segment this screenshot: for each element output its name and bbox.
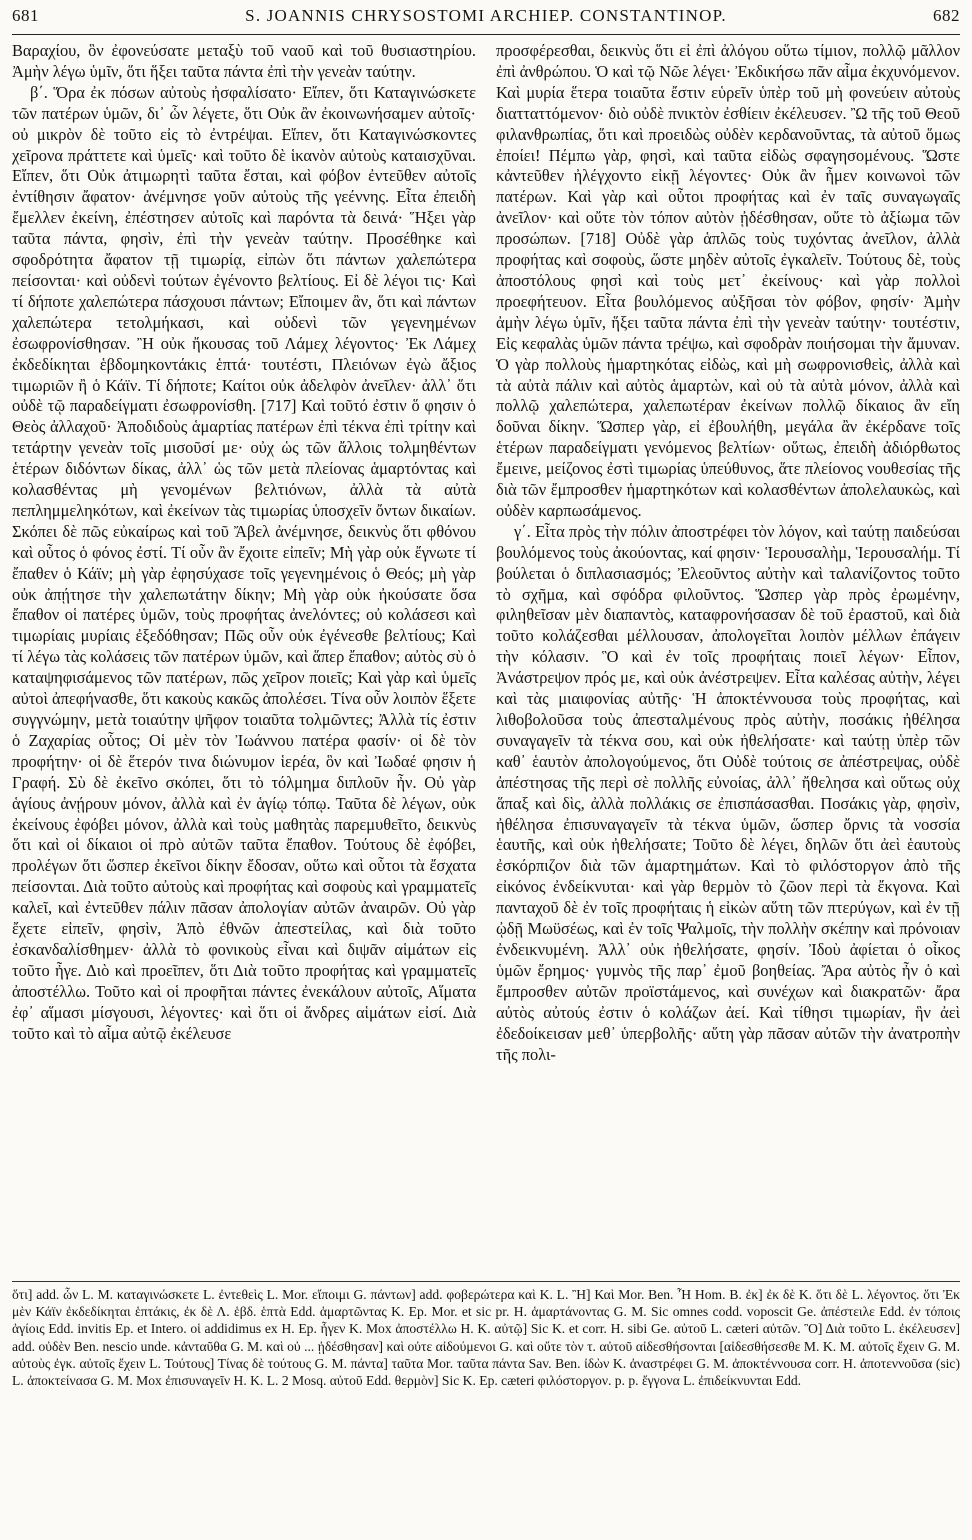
header-rule [12, 34, 960, 35]
paragraph: Βαραχίου, ὃν ἐφονεύσατε μεταξὺ τοῦ ναοῦ καὶ τοῦ θυσιαστηρίου. Ἀμὴν λέγω ὑμῖν, ὅτι ἥξει ταῦτα πάντα ἐπὶ τὴν γενεὰν ταύτην. [12, 41, 476, 81]
page-number-left: 681 [12, 6, 39, 25]
left-column [12, 41, 476, 1273]
right-column [496, 41, 960, 1273]
text-columns [12, 41, 960, 1273]
footnote-rule [12, 1281, 960, 1282]
footnotes: ὅτι] add. ὧν L. M. καταγινώσκετε L. ἐντεθεὶς L. Mor. εἴποιμι G. πάντων] add. φοβερώτερα καὶ K. L. Ἢ] Καὶ Mor. Ben. Ἦ Hom. B. ἐκ] ἐκ δὲ K. ὅτι δὲ L. λέγοντος. ὅτι Ἐκ μὲν Κάϊν ἐκδεδίκηται ἑπτάκις, ἐκ δὲ Λ. ἑβδ. ἑπτὰ Edd. ἁμαρτῶντας K. Ep. Mor. et sic pr. H. ἁμαρτάνοντας G. M. Sic omnes codd. voposcit Ge. ἀπέστειλε Edd. ἐν τόποις ἁγίοις Edd. invitis Ep. et Intero. οἱ addidimus ex H. Ep. ἦγεν K. Mox ἀποστέλλω H. K. αὐτῷ] Sic K. et corr. H. sibi Ge. αὐτοῦ L. cæteri αὐτῶν. Ὃ] Διὰ τοῦτο L. ἐκέλευσεν] add. οὐδὲν Ben. nescio unde. κἀνταῦθα G. M. καὶ οὐ ... ᾐδέσθησαν] καὶ οὐτε αἰδούμενοι G. καὶ οὔτε τὸν τ. αὐτοῦ αἰδεσθήσονται [αἰδεσθήσεσθε M. K. M. αὐτοῖς ἔχειν G. M. αὐτοὺς ἐγκ. αὐτοῖς ἔχειν L. Τούτους] Τίνας δὲ τούτους G. M. πάντα] ταῦτα Mor. ταῦτα πάντα Sav. Ben. ἰδὼν K. ἀναστρέφει G. M. ἀποκτέννουσα corr. H. ἀποτεννοῦσα (sic) L. ἀποκτείνασα G. M. Mox ἐπισυναγεῖν H. K. L. 2 Mosq. αὐτοῦ Edd. θερμὸν] Sic K. Ep. cæteri φιλόστοργον. p. p. ἔγγονα L. ἐπιδείκνυνται Edd. [12, 1287, 960, 1389]
paragraph: γ΄. Εἶτα πρὸς τὴν πόλιν ἀποστρέφει τὸν λόγον, καὶ ταύτῃ παιδεύσαι βουλόμενος τοὺς ἀκούοντας, καί φησιν· Ἱερουσαλὴμ, Ἱερουσαλήμ. Τί βούλεται ὁ διπλασιασμός; Ἐλεοῦντος αὐτὴν καὶ ταλανίζοντος τοῦτο τὸ σχῆμα, καὶ σφόδρα φιλοῦντος. Ὥσπερ γὰρ πρὸς ἐρωμένην, φιληθεῖσαν μὲν διαπαντὸς, καταφρονήσασαν δὲ τοῦ ἐραστοῦ, καὶ διὰ τοῦτο κολάζεσθαι μέλλουσαν, ἀπολογεῖται λοιπὸν μέλλων ἐπάγειν τὴν κόλασιν. Ὃ καὶ ἐν τοῖς προφήταις ποιεῖ λέγων· Εἶπον, Ἀνάστρεψον πρός με, καὶ οὐκ ἀνέστρεψεν. Εἶτα καλέσας αὐτὴν, λέγει καὶ τὰς μιαιφονίας αὐτῆς· Ἡ ἀποκτέννουσα τοὺς προφήτας, καὶ λιθοβολοῦσα τοὺς ἀπεσταλμένους πρὸς αὐτὴν, ποσάκις ἠθέλησα συναγαγεῖν τὰ τέκνα σου, καὶ οὐκ ἠθελήσατε· καὶ ταύτῃ ὑπὲρ τῶν καθ᾽ ἑαυτὸν ἀπολογούμενος, ὅτι Οὐδὲ τούτοις σε ἀπέστρεψας, οὐδὲ ἀπέστησας τῆς περὶ σὲ πολλῆς εὐνοίας, ἀλλ᾽ ἤθελησα καὶ οὕτως οὐχ ἅπαξ καὶ δὶς, ἀλλὰ πολλάκις σε ἐπισπάσασθαι. Ποσάκις γὰρ, φησὶν, ἠθέλησα ἐπισυναγαγεῖν τὰ τέκνα ὑμῶν, ὥσπερ ὄρνις τὰ νοσσία ἑαυτῆς, καὶ οὐκ ἠθελήσατε; Τοῦτο δὲ λέγει, δηλῶν ὅτι ἀεὶ ἑαυτοὺς ἐσκόρπιζον διὰ τῶν ἁμαρτημάτων. Καὶ τὸ φιλόστοργον ἀπὸ τῆς εἰκόνος ἐνδείκνυται· καὶ γὰρ θερμὸν τὸ ζῶον περὶ τὰ ἔκγονα. Καὶ πανταχοῦ δὲ ἐν τοῖς προφήταις ἡ εἰκὼν αὕτη τῶν πτερύγων, καὶ ἐν τῇ ᾠδῇ Μωϋσέως, καὶ ἐν τοῖς Ψαλμοῖς, τὴν πολλὴν σκέπην καὶ πρόνοιαν ἐνδεικνυμένη. Ἀλλ᾽ οὐκ ἠθελήσατε, φησίν. Ἰδοὺ ἀφίεται ὁ οἶκος ὑμῶν ἔρημος· γυμνὸς τῆς παρ᾽ ἐμοῦ βοηθείας. Ἄρα αὐτὸς ἦν ὁ καὶ ἔμπροσθεν αὐτῶν προϊστάμενος, καὶ συνέχων καὶ διακρατῶν· ἄρα αὐτὸς αὐτούς ἐστιν ὁ κολάζων ἀεί. Καὶ τίθησι τιμωρίαν, ἣν ἀεὶ ἐδεδοίκεισαν μεθ᾽ ὑπερβολῆς· αὕτη γὰρ πᾶσαν αὐτῶν τὴν ἀνατροπὴν τῆς πολι- [496, 521, 960, 1064]
paragraph: προσφέρεσθαι, δεικνὺς ὅτι εἰ ἐπὶ ἀλόγου οὕτω τίμιον, πολλῷ μᾶλλον ἐπὶ ἀνθρώπου. Ὁ καὶ τῷ Νῶε λέγει· Ἐκδικήσω πᾶν αἷμα ἐκχυνόμενον. Καὶ μυρία ἕτερα τοιαῦτα ἔστιν εὑρεῖν ὑπὲρ τοῦ μὴ φονεύειν αὐτοὺς διατταττόμενον· διὸ οὐδὲ πνικτὸν ἐσθίειν ἐκέλευσεν. Ὢ τῆς τοῦ Θεοῦ φιλανθρωπίας, ὅτι καὶ προειδὼς οὐδὲν κερδανοῦντας, τὰ αὐτοῦ ὅμως ἐποίει! Πέμπω γὰρ, φησὶ, καὶ ταῦτα εἰδὼς σφαγησομένους. Ὥστε κἀντεῦθεν ἠλέγχοντο εἰκῇ λέγοντες· Οὐκ ἂν ἦμεν κοινωνοὶ τῶν πατέρων. Καὶ γὰρ καὶ οὗτοι προφήτας καὶ ἐν ταῖς συναγωγαῖς ἀνεῖλον· καὶ οὔτε τὸν τόπον αὐτὸν ᾐδέσθησαν, οὔτε τὸ ἀξίωμα τῶν προσώπων. [718] Οὐδὲ γὰρ ἁπλῶς τοὺς τυχόντας ἀνεῖλον, ἀλλὰ προφήτας καὶ σοφοὺς, ὥστε μηδὲν αὐτοῖς ἐγκαλεῖν. Τούτους δὲ, τοὺς ἀποστόλους φησὶ καὶ τοὺς μετ᾽ ἐκείνους· καὶ γὰρ πολλοὶ προεφήτευον. Εἶτα βουλόμενος αὐξῆσαι τὸν φόβον, φησίν· Ἀμὴν ἀμὴν λέγω ὑμῖν, ἥξει ταῦτα πάντα ἐπὶ τὴν γενεὰν ταύτην· τουτέστιν, Εἰς κεφαλὰς ὑμῶν πάντα τρέψω, καὶ σφοδρὰν ποιήσομαι τὴν ἄμυναν. Ὁ γὰρ πολλοὺς ἡμαρτηκότας εἰδὼς, καὶ μὴ σωφρονισθεὶς, ἀλλὰ καὶ τὰ αὐτὰ πάλιν καὶ αὐτὸς ἁμαρτὼν, καὶ οὐ τὰ αὐτὰ μόνον, ἀλλὰ καὶ πολλῷ χαλεπώτερα, χαλεπωτέραν ἐκείνων πολλῷ δίκαιος ἂν εἴη δοῦναι δίκην. Ὥσπερ γὰρ, εἰ ἐβουλήθη, μεγάλα ἂν ἐκέρδανε τοῖς ἑτέρων παραδείγματι γενόμενος βελτίων· οὕτως, ἐπειδὴ ἀδιόρθωτος ἔμεινε, μείζονος ἐστὶ τιμωρίας ὑπεύθυνος, ἅτε πλείονος νουθεσίας τῆς διὰ τῶν ἔμπροσθεν ἡμαρτηκότων καὶ κολασθέντων ἀπολελαυκὼς, καὶ οὐδὲν καρπωσάμενος. [496, 41, 960, 520]
paragraph: β΄. Ὅρα ἐκ πόσων αὐτοὺς ἠσφαλίσατο· Εἴπεν, ὅτι Καταγινώσκετε τῶν πατέρων ὑμῶν, δι᾽ ὧν λέγετε, ὅτι Οὐκ ἂν ἐκοινωνήσαμεν αὐτοῖς· οὐ μικρὸν δὲ τοῦτο εἰς τὸ ἐντρέψαι. Εἴπεν, ὅτι Καταγινώσκοντες χεῖρονα πράττετε καὶ ὑμεῖς· καὶ τοῦτο δὲ ἱκανὸν αὐτοὺς καταισχῦναι. Εἴπεν, ὅτι Οὐκ ἀτιμωρητὶ ταῦτα ἔσται, καὶ φόβον ἐντεῦθεν αὐτοῖς ἐντίθησιν ἄφατον· ἀνέμνησε γοῦν αὐτοὺς τῆς γεέννης. Εἶτα ἐπειδὴ ἔμελλεν ἐκείνη, ἐπέστησεν αὐτοῖς καὶ παρόντα τὰ δεινά· Ἥξει γὰρ ταῦτα πάντα, φησὶν, ἐπὶ τὴν γενεὰν ταύτην. Προσέθηκε καὶ σφοδρότητα ἄφατον τῇ τιμωρίᾳ, εἰπὼν ὅτι πάντων χαλεπώτερα πείσονται· καὶ οὐδενὶ τούτων ἐγένοντο βελτίους. Εἰ δὲ λέγοι τις· Καὶ τί δήποτε χαλεπώτερα πάσχουσι πάντων; Εἴποιμεν ἂν, ὅτι καὶ πάντων χαλεπώτερα τετολμήκασι, καὶ οὐδενὶ τῶν γεγενημένων ἐσωφρονίσθησαν. Ἢ οὐκ ἤκουσας τοῦ Λάμεχ λέγοντος· Ἐκ Λάμεχ ἐκδεδίκηται ἑβδομηκοντάκις ἑπτά· τουτέστι, Πλειόνων ἐγὼ ἄξιος τιμωριῶν ἢ ὁ Κάϊν. Τί δήποτε; Καίτοι οὐκ ἀδελφὸν ἀνεῖλεν· ἀλλ᾽ ὅτι οὐδὲ τῷ παραδείγματι ἐσωφρονίσθη. [717] Καὶ τοῦτό ἐστιν ὅ φησιν ὁ Θεὸς ἀλλαχοῦ· Ἀποδιδοὺς ἁμαρτίας πατέρων ἐπὶ τέκνα ἐπὶ τρίτην καὶ τετάρτην γενεὰν τοῖς μισοῦσί με· οὐχ ὡς τῶν ἄλλοις τολμηθέντων ἑτέρων διδόντων δίκας, ἀλλ᾽ ὡς τῶν μετὰ πλείονας ἁμαρτόντας καὶ κολασθέντας μὴ γενομένων βελτιόνων, ἀλλὰ τὰ αὐτὰ πεπλημμεληκότων, καὶ ἐκείνων τὰς τιμωρίας ὑποσχεῖν ὄντων δικαίων. Σκόπει δὲ πῶς εὐκαίρως καὶ τοῦ Ἄβελ ἀνέμνησε, δεικνὺς ὅτι φθόνου καὶ οὗτος ὁ φόνος ἐστί. Τί οὖν ἂν ἔχοιτε εἰπεῖν; Μὴ γὰρ οὐκ ἔγνωτε τί ἔπαθεν ὁ Κάϊν; μὴ γὰρ ἐφησύχασε τοῖς γεγενημένοις ὁ Θεός; μὴ γὰρ οὐκ ἀπῄτησε τὴν χαλεπωτάτην δίκην; Μὴ γὰρ οὐκ ἠκούσατε ὅσα ἔπαθον οἱ πατέρες ὑμῶν, τοὺς προφήτας ἀνελόντες; οὐ κολάσεσι καὶ τιμωρίαις μυρίαις ἐξεδόθησαν; Πῶς οὖν οὐκ ἐγένεσθε βελτίους; Καὶ τί λέγω τὰς κολάσεις τῶν πατέρων ὑμῶν, καὶ ἅπερ ἔπαθον; αὐτὸς σὺ ὁ καταψηφισάμενος τῶν πατέρων, πῶς χεῖρον ποιεῖς; Καὶ γὰρ καὶ ὑμεῖς αὐτοὶ ἀπεφήνασθε, ὅτι κακοὺς κακῶς ἀπολέσει. Τίνα οὖν λοιπὸν ἕξετε συγγνώμην, μετὰ τοιαύτην ψῆφον τοιαῦτα τολμῶντες; Ἀλλὰ τίς ἐστιν ὁ Ζαχαρίας οὗτος; Οἱ μὲν τὸν Ἰωάννου πατέρα φασίν· οἱ δὲ τὸν προφήτην· οἱ δὲ ἕτερόν τινα διώνυμον ἱερέα, ὃν καὶ Ἰωδαέ φησιν ἡ Γραφή. Σὺ δὲ ἐκεῖνο σκόπει, ὅτι τὸ τόλμημα διπλοῦν ἦν. Οὐ γὰρ ἁγίους ἀνῄρουν μόνον, ἀλλὰ καὶ ἐν ἁγίῳ τόπῳ. Ταῦτα δὲ λέγων, οὐκ ἐκείνους ἐφόβει μόνον, ἀλλὰ καὶ τοὺς μαθητὰς παρεμυθεῖτο, δεικνὺς ὅτι καὶ οἱ δίκαιοι οἱ πρὸ αὐτῶν ταῦτα ἔπαθον. Τούτους δὲ ἐφόβει, προλέγων ὅτι ὥσπερ ἐκεῖνοι δίκην ἔδοσαν, οὕτω καὶ οὗτοι τὰ ἔσχατα πείσονται. Διὰ τοῦτο αὐτοὺς καὶ προφήτας καὶ σοφοὺς καὶ γραμματεῖς καλεῖ, καὶ ἐντεῦθεν πάλιν πᾶσαν ἀπολογίαν αὐτῶν ἀναιρῶν. Οὐ γὰρ ἔχετε εἰπεῖν, φησὶν, Ἀπὸ ἐθνῶν ἀπεστείλας, καὶ διὰ τοῦτο ἐσκανδαλίσθημεν· ἀλλὰ τὸ φονικοὺς εἶναι καὶ διψᾶν αἱμάτων εἰς τοῦτο ἦγε. Διὸ καὶ προεῖπεν, ὅτι Διὰ τοῦτο προφήτας καὶ γραμματεῖς ἀποστέλλω. Τοῦτο καὶ οἱ προφῆται πάντες ἐνεκάλουν αὐτοῖς, Αἵματα ἐφ᾽ αἵμασι μίσγουσι, λέγοντες· καὶ ὅτι οἱ ἄνδρες αἱμάτων εἰσί. Διὰ τοῦτο καὶ τὸ αἷμα αὐτῷ ἐκέλευσε [12, 82, 476, 1043]
running-head [12, 6, 960, 32]
running-title: S. JOANNIS CHRYSOSTOMI ARCHIEP. CONSTANTINOP. [245, 6, 727, 25]
page-number-right: 682 [933, 6, 960, 25]
